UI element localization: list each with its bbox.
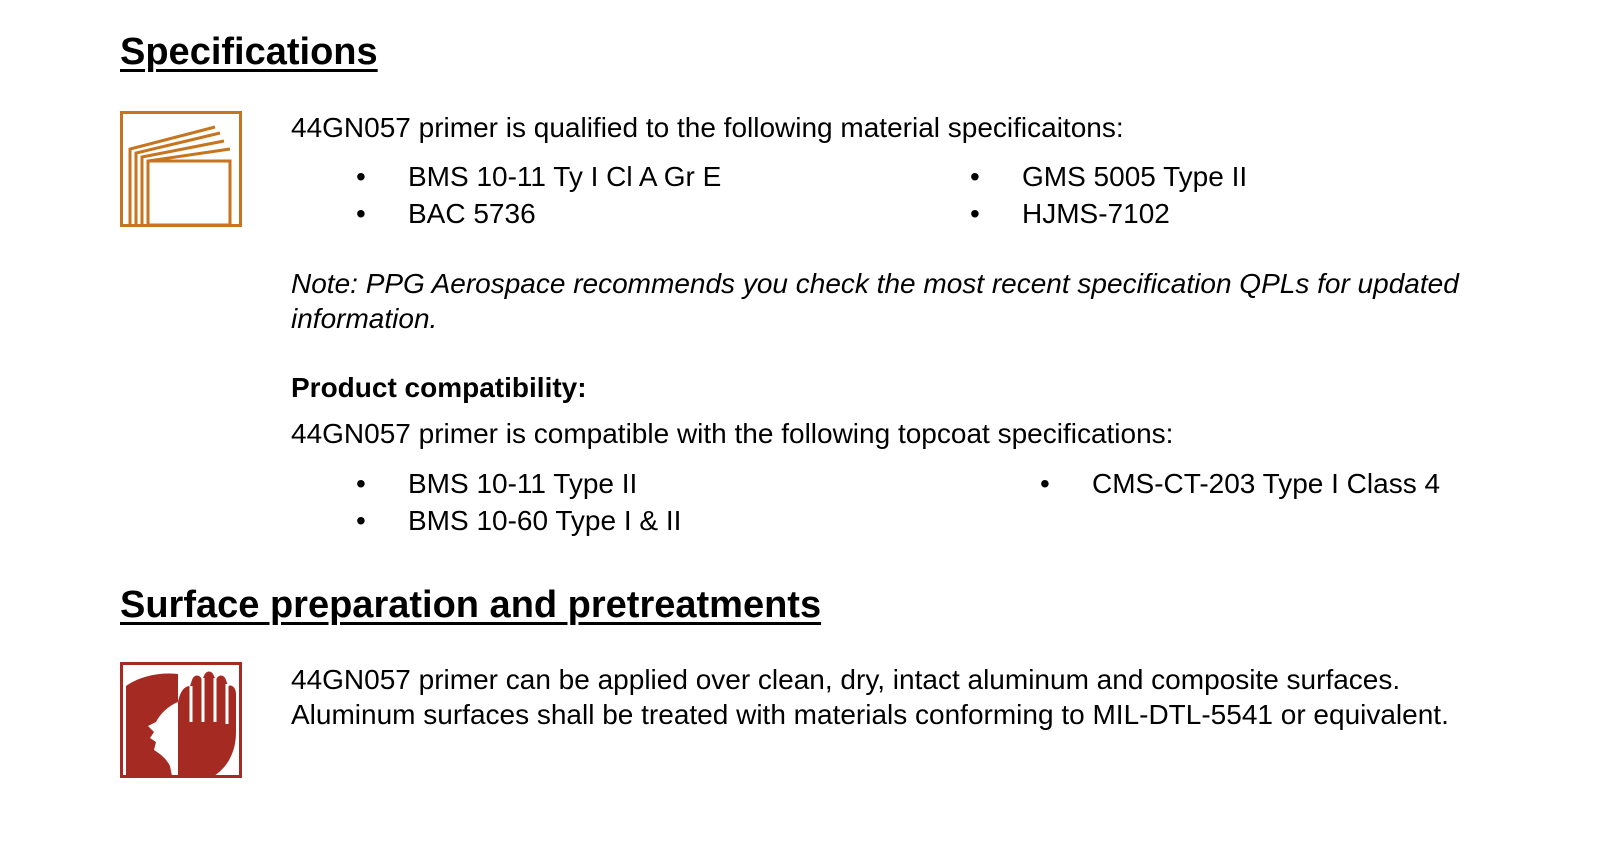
specifications-heading: Specifications (120, 31, 378, 73)
bullet-icon: • (1040, 468, 1050, 499)
surface-prep-heading: Surface preparation and pretreatments (120, 584, 822, 626)
bullet-icon: • (356, 161, 366, 192)
compatibility-heading: Product compatibility: (291, 372, 587, 403)
surface-prep-text: 44GN057 primer can be applied over clean, dry, intact aluminum and composite surfaces. Aluminum surfaces shall be treated with materials conforming to MIL-DTL-5541 or equivalent. (291, 664, 1449, 730)
compatibility-intro: 44GN057 primer is compatible with the following topcoat specifications: (291, 418, 1174, 449)
bullet-icon: • (356, 505, 366, 536)
bullet-icon: • (970, 161, 980, 192)
specifications-intro: 44GN057 primer is qualified to the following material specificaitons: (291, 112, 1124, 143)
qpl-note: Note: PPG Aerospace recommends you check the most recent specification QPLs for updated information. (291, 268, 1459, 334)
book-pages-icon (120, 111, 242, 227)
bullet-icon: • (356, 468, 366, 499)
bullet-icon: • (356, 198, 366, 229)
bullet-icon: • (970, 198, 980, 229)
face-hand-icon (120, 662, 242, 778)
